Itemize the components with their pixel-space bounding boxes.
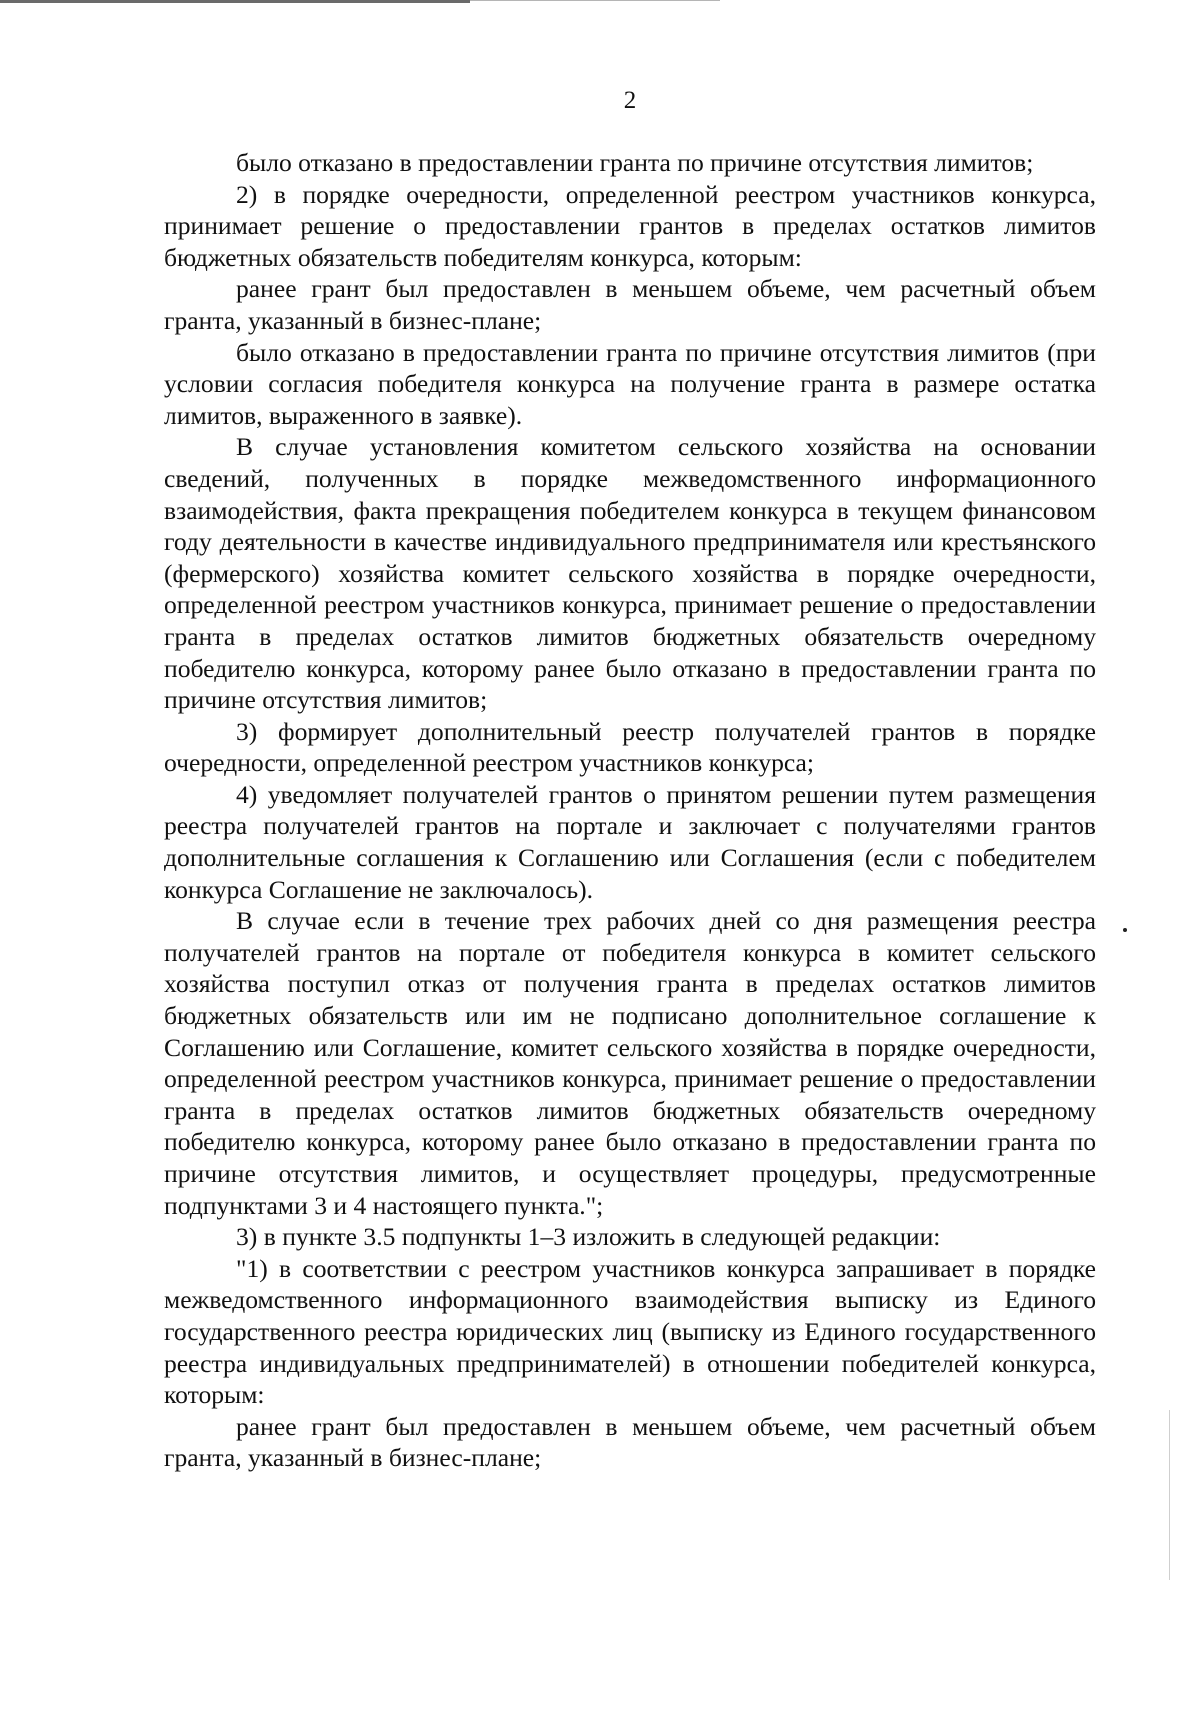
paragraph: ранее грант был предоставлен в меньшем объеме, чем расчетный объем гранта, указанный в бизнес-плане; xyxy=(164,1411,1096,1473)
paragraph: 4) уведомляет получателей грантов о принятом решении путем размещения реестра получателей грантов на портале и заключает с получателями грантов дополнительные соглашения к Соглашению или Соглашения (если с победителем конкурса Соглашение не заключалось). xyxy=(164,779,1096,904)
page-number: 2 xyxy=(623,87,637,114)
scan-edge-mark xyxy=(0,0,470,3)
scan-speck xyxy=(1123,928,1127,932)
scan-edge-mark xyxy=(1169,1410,1170,1580)
paragraph: 3) в пункте 3.5 подпункты 1–3 изложить в следующей редакции: xyxy=(236,1222,941,1252)
paragraph: было отказано в предоставлении гранта по причине отсутствия лимитов (при условии согласия победителя конкурса на получение гранта в размере остатка лимитов, выраженного в заявке). xyxy=(164,337,1096,430)
paragraph: 3) формирует дополнительный реестр получателей грантов в порядке очередности, определенной реестром участников конкурса; xyxy=(164,716,1096,778)
paragraph: ранее грант был предоставлен в меньшем объеме, чем расчетный объем гранта, указанный в бизнес-плане; xyxy=(164,274,1096,335)
paragraph: 2) в порядке очередности, определенной реестром участников конкурса, принимает решение о предоставлении грантов в пределах остатков лимитов бюджетных обязательств победителям конкурса, которым: xyxy=(164,179,1096,272)
paragraph: было отказано в предоставлении гранта по причине отсутствия лимитов; xyxy=(236,148,1034,177)
paragraph: В случае установления комитетом сельского хозяйства на основании сведений, полученных в порядке межведомственного информационного взаимодействия, факта прекращения победителем конкурса в текущем финансовом году деятельности в качестве индивидуального предпринимателя или крестьянского (фермерского) хозяйства комитет сельского хозяйства в порядке очередности, определенной реестром участников конкурса, принимает решение о предоставлении гранта в пределах остатков лимитов бюджетных обязательств очередному победителю конкурса, которому ранее было отказано в предоставлении гранта по причине отсутствия лимитов; xyxy=(164,432,1096,715)
paragraph: В случае если в течение трех рабочих дней со дня размещения реестра получателей грантов на портале от победителя конкурса в комитет сельского хозяйства поступил отказ от получения гранта в пределах остатков лимитов бюджетных обязательств или им не подписано дополнительное соглашение к Соглашению или Соглашение, комитет сельского хозяйства в порядке очередности, определенной реестром участников конкурса, принимает решение о предоставлении гранта в пределах остатков лимитов бюджетных обязательств очередному победителю конкурса, которому ранее было отказано в предоставлении гранта по причине отсутствия лимитов, и осуществляет процедуры, предусмотренные подпунктами 3 и 4 настоящего пункта."; xyxy=(164,906,1096,1220)
scan-edge-mark xyxy=(470,0,720,1)
paragraph: "1) в соответствии с реестром участников конкурса запрашивает в порядке межведомственного информационного взаимодействия выписку из Единого государственного реестра юридических лиц (выписку из Единого государственного реестра индивидуальных предпринимателей) в отношении победителей конкурса, которым: xyxy=(164,1253,1096,1410)
document-body xyxy=(164,147,1096,1474)
